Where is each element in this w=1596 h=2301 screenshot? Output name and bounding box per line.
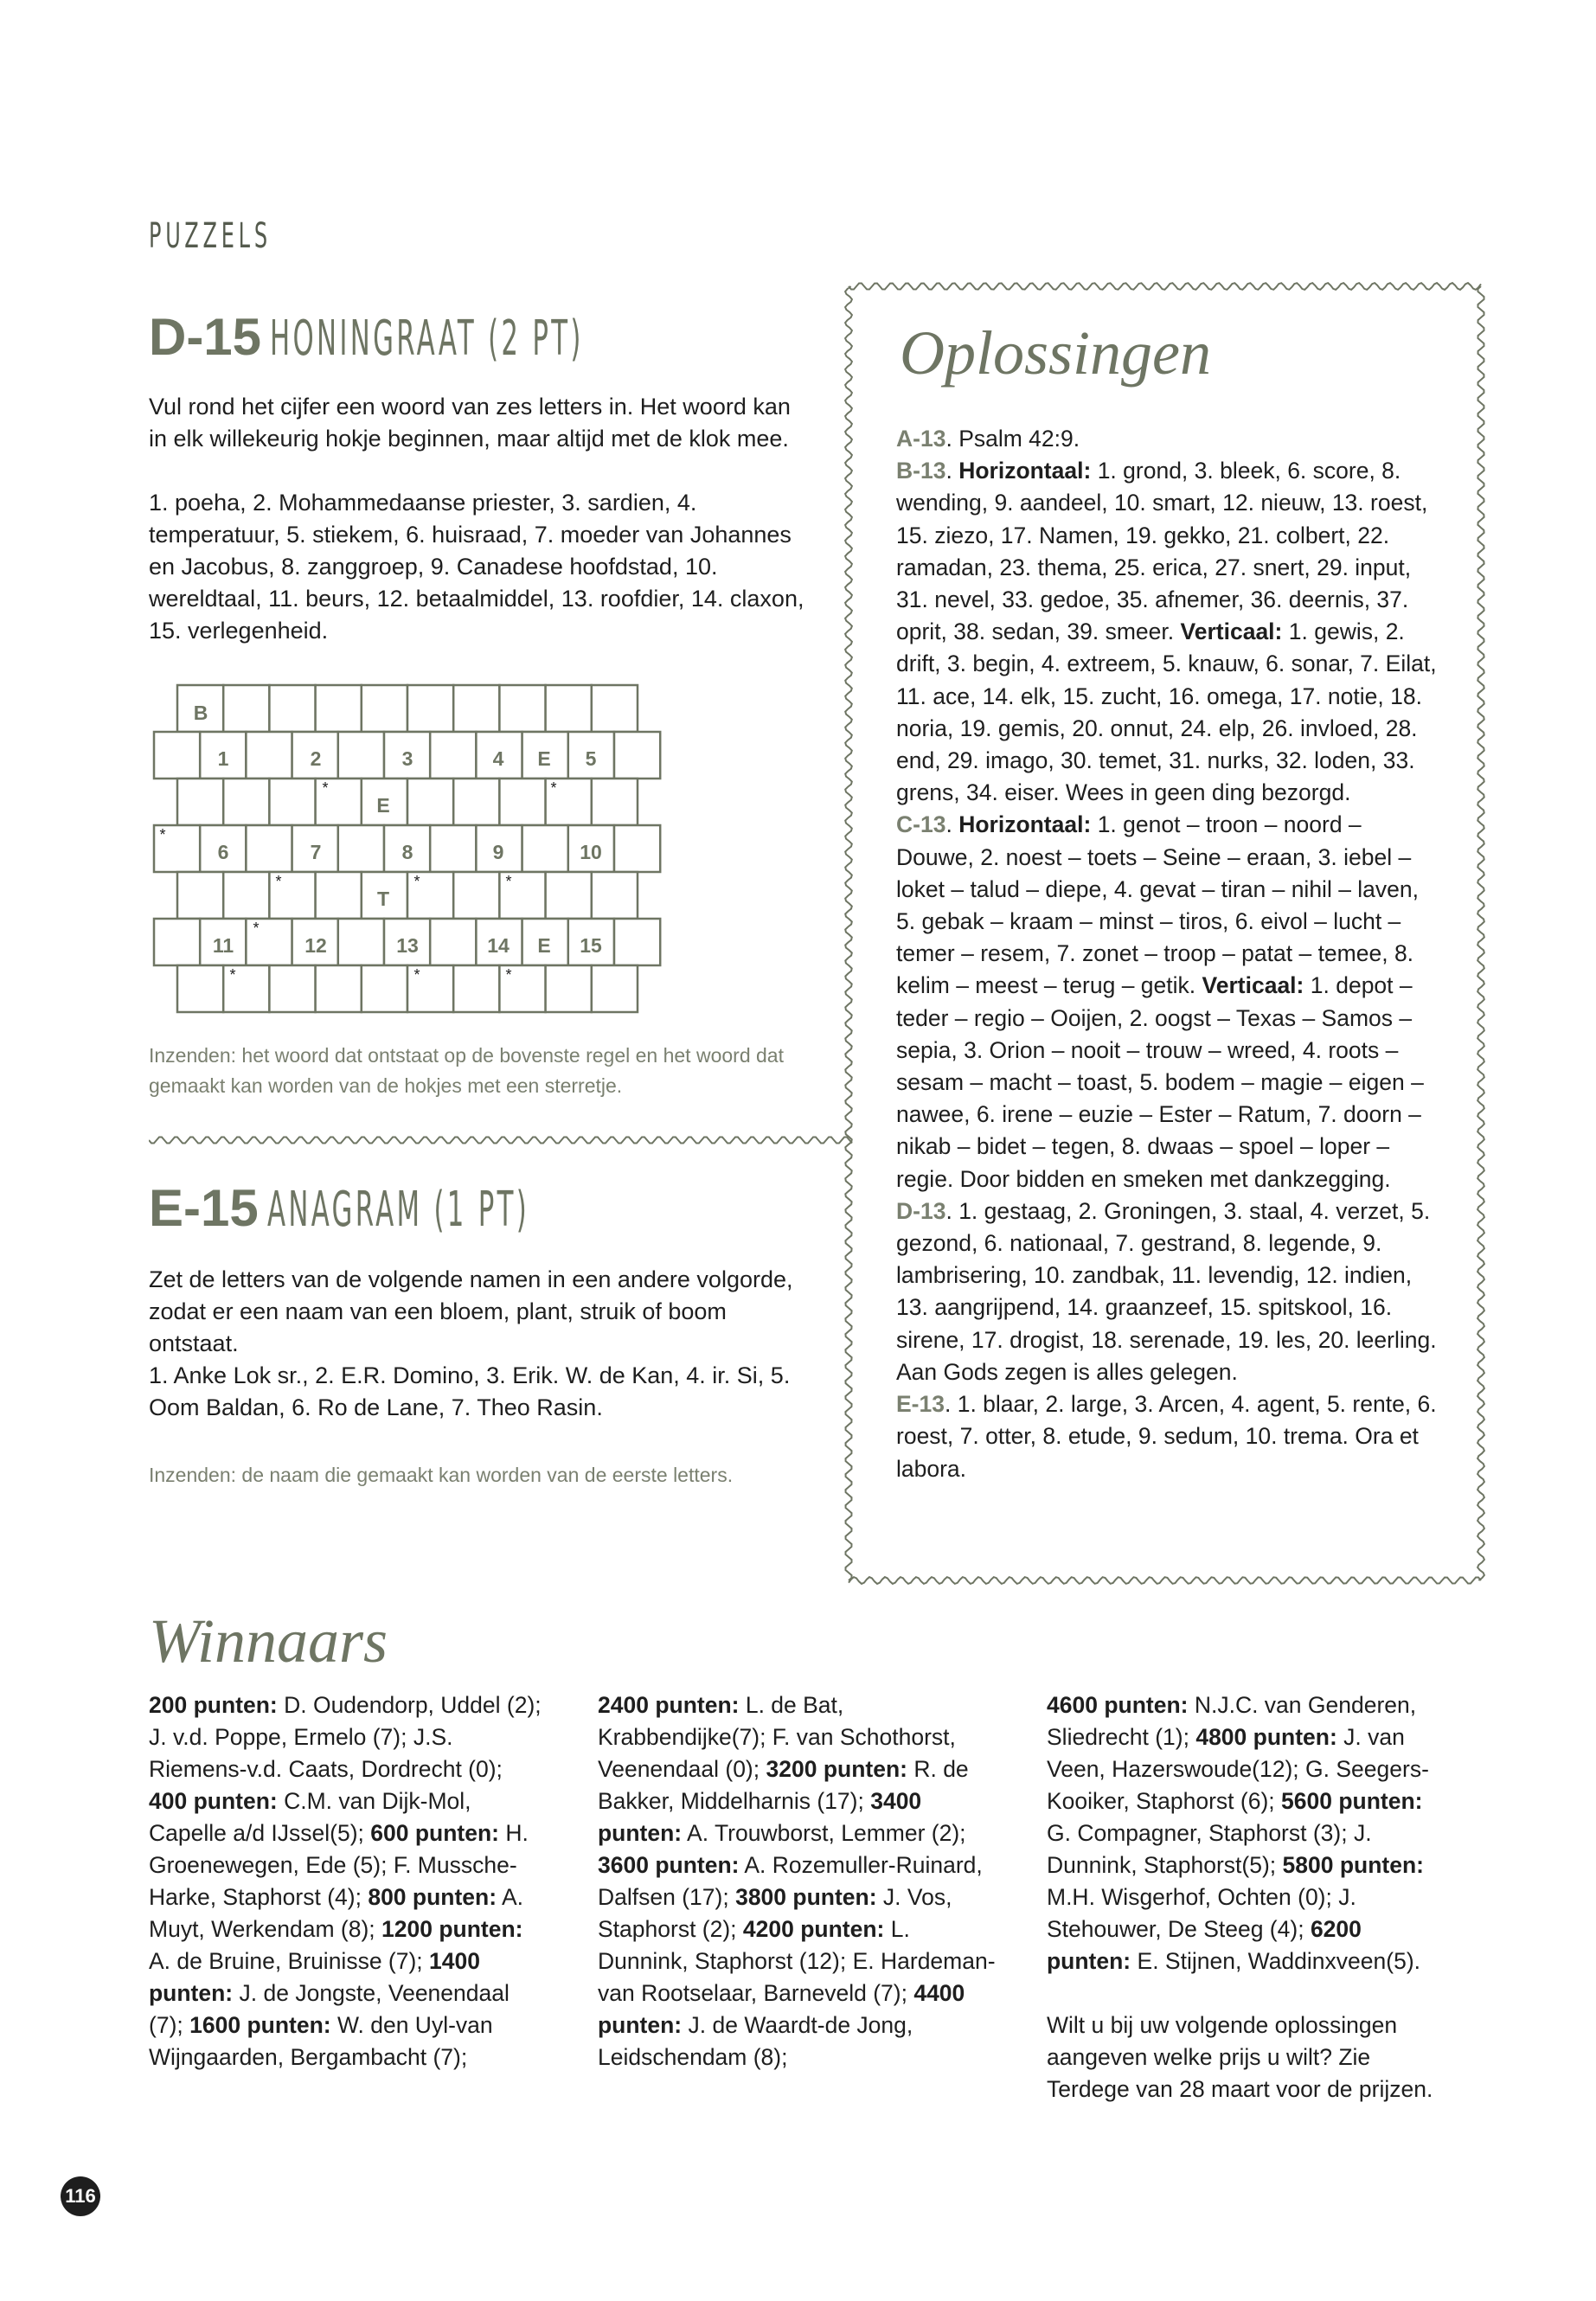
wavy-divider — [149, 1133, 854, 1147]
e15-code: E-15 — [149, 1179, 259, 1237]
solution-text: Psalm 42:9. — [958, 426, 1080, 452]
grid-cell — [453, 685, 499, 732]
winner-points-label: 400 punten: — [149, 1788, 278, 1814]
grid-cell — [522, 825, 568, 872]
grid-cell — [614, 732, 660, 779]
grid-cell — [316, 685, 362, 732]
winner-points-label: 1600 punten: — [189, 2012, 331, 2038]
grid-cell — [177, 965, 223, 1012]
grid-cell — [453, 779, 499, 825]
winners-column-3 — [1047, 1689, 1440, 2106]
grid-number: 2 — [310, 747, 322, 770]
grid-cell — [362, 965, 407, 1012]
grid-cell — [177, 872, 223, 919]
winner-names: N.J.C. van Genderen, Sliedrecht (1); — [1047, 1692, 1417, 1750]
winner-points-label: 4400 punten: — [598, 1980, 965, 2038]
grid-cell — [499, 685, 545, 732]
grid-number: 8 — [401, 841, 413, 863]
d15-title: HONINGRAAT (2 PT) — [270, 311, 584, 367]
grid-star: * — [505, 873, 512, 890]
solutions-list — [896, 423, 1437, 1485]
winner-names: A. Muyt, Werkendam (8); — [149, 1884, 523, 1942]
winner-names: A. Rozemuller-Ruinard, Dalfsen (17); — [598, 1852, 983, 1910]
grid-star: * — [159, 826, 166, 843]
grid-letter: E — [537, 934, 551, 957]
grid-cell — [546, 685, 592, 732]
winner-names: A. Trouwborst, Lemmer (2); — [687, 1820, 966, 1846]
winners-column-1 — [149, 1689, 547, 2073]
winner-points-label: 3800 punten: — [735, 1884, 877, 1910]
winner-points-label: 4200 punten: — [742, 1916, 885, 1942]
grid-number: 1 — [217, 747, 229, 770]
grid-cell — [430, 732, 476, 779]
winner-names: W. den Uyl-van Wijngaarden, Bergambacht (7); — [149, 2012, 493, 2070]
winners-heading: Winnaars — [149, 1606, 388, 1676]
grid-cell — [246, 732, 292, 779]
winner-names: J. de Jongste, Veenendaal (7); — [149, 1980, 510, 2038]
winner-points-label: 5600 punten: — [1281, 1788, 1423, 1814]
d15-body — [149, 391, 815, 647]
e15-header — [149, 1178, 744, 1238]
solution-label-vertical: Verticaal: — [1202, 972, 1304, 999]
winner-points-label: 1200 punten: — [381, 1916, 523, 1942]
grid-letter: T — [376, 888, 390, 910]
grid-cell — [269, 779, 315, 825]
grid-cell — [154, 732, 200, 779]
grid-cell — [269, 685, 315, 732]
grid-cell — [592, 965, 638, 1012]
d15-clues: 1. poeha, 2. Mohammedaanse priester, 3. sardien, 4. temperatuur, 5. stiekem, 6. huisraad, 7. moeder van Johannes en Jacobus, 8. zanggroep, 9. Canadese hoofdstad, 10. wereldtaal, 11. beurs, 12. betaalmiddel, 13. roofdier, 14. claxon, 15. verlegenheid. — [149, 490, 804, 644]
winner-names: J. de Waardt-de Jong, Leidschendam (8); — [598, 2012, 913, 2070]
solution-e13: E-13. 1. blaar, 2. large, 3. Arcen, 4. agent, 5. rente, 6. roest, 7. otter, 8. etude, 9. sedum, 10. trema. Ora et labora. — [896, 1391, 1437, 1482]
winner-points-label: 4800 punten: — [1195, 1724, 1337, 1750]
solution-d13: D-13. 1. gestaag, 2. Groningen, 3. staal, 4. verzet, 5. gezond, 6. nationaal, 7. gestrand, 8. legende, 9. lambrisering, 10. zandbak, 11. levendig, 12. indien, 13. aangrijpend, 14. graanzeef, 15. spitskool, 16. sirene, 17. drogist, 18. serenade, 19. les, 20. leerling. Aan Gods zegen is alles gelegen. — [896, 1197, 1437, 1385]
solution-text: 1. blaar, 2. large, 3. Arcen, 4. agent, 5. rente, 6. roest, 7. otter, 8. etude, 9. sedum, 10. trema. Ora et labora. — [896, 1391, 1437, 1482]
grid-star: * — [229, 966, 236, 984]
solutions-heading: Oplossingen — [900, 318, 1211, 388]
e15-submit: Inzenden: de naam die gemaakt kan worden van de eerste letters. — [149, 1464, 734, 1486]
grid-cell — [546, 965, 592, 1012]
grid-cell — [223, 779, 269, 825]
winner-points-label: 800 punten: — [368, 1884, 497, 1910]
solution-a13: A-13. Psalm 42:9. — [896, 426, 1080, 452]
grid-cell — [592, 685, 638, 732]
winner-names: G. Compagner, Staphorst (3); J. Dunnink, Staphorst(5); — [1047, 1820, 1372, 1878]
grid-cell — [453, 872, 499, 919]
grid-cell — [177, 779, 223, 825]
winner-names: H. Groenewegen, Ede (5); F. Mussche-Harke, Staphorst (4); — [149, 1820, 529, 1910]
solution-b13: B-13. Horizontaal: 1. grond, 3. bleek, 6. score, 8. wending, 9. aandeel, 10. smart, 12. nieuw, 13. roest, 15. ziezo, 17. Namen, 19. gekko, 21. colbert, 22. ramadan, 23. thema, 25. erica, 27. snert, 29. input, 31. nevel, 33. gedoe, 35. afnemer, 36. deernis, 37. oprit, 38. sedan, 39. smeer. Verticaal: 1. gewis, 2. drift, 3. begin, 4. extreem, 5. knauw, 6. sonar, 7. Eilat, 11. ace, 14. elk, 15. zucht, 16. omega, 17. notie, 18. noria, 19. gemis, 20. onnut, 24. elp, 26. invloed, 28. end, 29. imago, 30. temet, 31. nurks, 32. loden, 33. grens, 34. eiser. Wees in geen ding bezorgd. — [896, 458, 1437, 806]
solution-label-vertical: Verticaal: — [1180, 619, 1283, 645]
e15-intro: Zet de letters van de volgende namen in een andere volgorde, zodat er een naam van een bloem, plant, struik of boom ontstaat. — [149, 1266, 793, 1356]
winner-names: C.M. van Dijk-Mol, Capelle a/d IJssel(5); — [149, 1788, 471, 1846]
solution-code: D-13 — [896, 1197, 946, 1224]
winner-points-label: 6200 punten: — [1047, 1916, 1362, 1974]
grid-cell — [499, 779, 545, 825]
winner-points-label: 4600 punten: — [1047, 1692, 1189, 1718]
grid-cell — [592, 779, 638, 825]
grid-cell — [592, 872, 638, 919]
grid-star: * — [413, 966, 420, 984]
winners-column-text — [149, 1689, 547, 2073]
grid-star: * — [253, 920, 260, 937]
solution-code: E-13 — [896, 1391, 945, 1418]
grid-cell — [430, 919, 476, 965]
grid-cell — [269, 965, 315, 1012]
winner-points-label: 2400 punten: — [598, 1692, 740, 1718]
solution-c13: C-13. Horizontaal: 1. genot – troon – noord – Douwe, 2. noest – toets – Seine – eraan, 3. iebel – loket – talud – diepe, 4. gevat – tiran – nihil – laven, 5. gebak – kraam – minst – tiros, 6. eivol – lucht – temer – resem, 7. zonet – troop – patat – temee, 8. kelim – meest – terug – getik. Verticaal: 1. depot – teder – regio – Ooijen, 2. oogst – Texas – Samos – sepia, 3. Orion – nooit – trouw – wreed, 4. roots – sesam – macht – toast, 5. bodem – magie – eigen – nawee, 6. irene – euzie – Ester – Ratum, 7. doorn – nikab – bidet – tegen, 8. dwaas – spoel – loper – regie. Door bidden en smeken met dankzegging. — [896, 811, 1424, 1192]
solution-label-horizontal: Horizontaal: — [958, 458, 1092, 484]
winner-points-label: 3400 punten: — [598, 1788, 922, 1846]
grid-number: 13 — [396, 934, 419, 957]
section-label: PUZZELS — [149, 216, 272, 256]
solution-code: A-13 — [896, 426, 946, 452]
winner-names: E. Stijnen, Waddinxveen(5). — [1137, 1948, 1421, 1974]
grid-letter: B — [193, 702, 208, 724]
winner-points-label: 1400 punten: — [149, 1948, 480, 2006]
solution-code: C-13 — [896, 811, 946, 838]
grid-star: * — [550, 779, 557, 797]
solution-text: 1. gewis, 2. drift, 3. begin, 4. extreem, 5. knauw, 6. sonar, 7. Eilat, 11. ace, 14. elk, 15. zucht, 16. omega, 17. notie, 18. noria, 19. gemis, 20. onnut, 24. elp, 26. invloed, 28. end, 29. imago, 30. temet, 31. nurks, 32. loden, 33. grens, 34. eiser. Wees in geen ding bezorgd. — [896, 619, 1437, 806]
solution-code: B-13 — [896, 458, 946, 484]
winners-note: Wilt u bij uw volgende oplossingen aangeven welke prijs u wilt? Zie Terdege van 28 maart voor de prijzen. — [1047, 2012, 1433, 2102]
e15-clues: 1. Anke Lok sr., 2. E.R. Domino, 3. Erik. W. de Kan, 4. ir. Si, 5. Oom Baldan, 6. Ro de Lane, 7. Theo Rasin. — [149, 1362, 791, 1420]
grid-number: 7 — [310, 841, 322, 863]
winner-names: A. de Bruine, Bruinisse (7); — [149, 1948, 423, 1974]
grid-star: * — [322, 779, 329, 797]
grid-star: * — [275, 873, 282, 890]
winner-points-label: 200 punten: — [149, 1692, 278, 1718]
grid-cell — [407, 685, 453, 732]
d15-intro: Vul rond het cijfer een woord van zes letters in. Het woord kan in elk willekeurig hokje beginnen, maar altijd met de klok mee. — [149, 394, 791, 452]
page-number: 116 — [61, 2176, 100, 2216]
d15-submit: Inzenden: het woord dat ontstaat op de bovenste regel en het woord dat gemaakt kan worden van de hokjes met een sterretje. — [149, 1044, 784, 1097]
solution-text: 1. genot – troon – noord – Douwe, 2. noest – toets – Seine – eraan, 3. iebel – loket – talud – diepe, 4. gevat – tiran – nihil – laven, 5. gebak – kraam – minst – tiros, 6. eivol – lucht – temer – resem, 7. zonet – troop – patat – temee, 8. kelim – meest – terug – getik. — [896, 811, 1420, 999]
grid-star: * — [505, 966, 512, 984]
grid-cell — [453, 965, 499, 1012]
winners-column-text — [1047, 1689, 1440, 1977]
grid-number: 11 — [212, 934, 234, 957]
grid-cell — [407, 779, 453, 825]
winner-names: L. Dunnink, Staphorst (12); E. Hardeman-van Rootselaar, Barneveld (7); — [598, 1916, 996, 2006]
grid-number: 15 — [580, 934, 602, 957]
e15-body — [149, 1264, 806, 1424]
grid-cell — [223, 872, 269, 919]
d15-header — [149, 307, 841, 367]
grid-number: 14 — [487, 934, 510, 957]
grid-cell — [614, 919, 660, 965]
grid-cell — [338, 732, 384, 779]
grid-cell — [546, 872, 592, 919]
grid-cell — [338, 919, 384, 965]
grid-letter: E — [537, 747, 551, 770]
solution-text: 1. gestaag, 2. Groningen, 3. staal, 4. verzet, 5. gezond, 6. nationaal, 7. gestrand, 8. legende, 9. lambrisering, 10. zandbak, 11. levendig, 12. indien, 13. aangrijpend, 14. graanzeef, 15. spitskool, 16. sirene, 17. drogist, 18. serenade, 19. les, 20. leerling. Aan Gods zegen is alles gelegen. — [896, 1197, 1437, 1385]
grid-number: 3 — [401, 747, 413, 770]
grid-number: 4 — [492, 747, 504, 770]
winner-points-label: 3600 punten: — [598, 1852, 740, 1878]
d15-code: D-15 — [149, 308, 262, 366]
grid-cell — [614, 825, 660, 872]
winner-points-label: 600 punten: — [370, 1820, 500, 1846]
winner-points-label: 5800 punten: — [1282, 1852, 1424, 1878]
winner-names: J. van Veen, Hazerswoude(12); G. Seegers-Kooiker, Staphorst (6); — [1047, 1724, 1429, 1814]
grid-cell — [338, 825, 384, 872]
grid-cell — [223, 685, 269, 732]
grid-number: 10 — [580, 841, 602, 863]
winner-names: R. de Bakker, Middelharnis (17); — [598, 1756, 969, 1814]
grid-cell — [362, 685, 407, 732]
grid-cell — [154, 919, 200, 965]
honeycomb-grid — [147, 683, 666, 1021]
grid-cell — [316, 965, 362, 1012]
e15-title: ANAGRAM (1 PT) — [266, 1182, 529, 1238]
grid-cell — [430, 825, 476, 872]
winners-column-2 — [598, 1689, 996, 2073]
winner-names: D. Oudendorp, Uddel (2); J. v.d. Poppe, Ermelo (7); J.S. Riemens-v.d. Caats, Dordrecht (0); — [149, 1692, 542, 1782]
grid-number: 12 — [304, 934, 327, 957]
solution-label-horizontal: Horizontaal: — [958, 811, 1092, 838]
winner-names: M.H. Wisgerhof, Ochten (0); J. Stehouwer, De Steeg (4); — [1047, 1884, 1356, 1942]
grid-star: * — [413, 873, 420, 890]
grid-cell — [316, 872, 362, 919]
solution-text: 1. depot – teder – regio – Ooijen, 2. oogst – Texas – Samos – sepia, 3. Orion – nooit – trouw – wreed, 4. roots – sesam – macht – toast, 5. bodem – magie – eigen – nawee, 6. irene – euzie – Ester – Ratum, 7. doorn – nikab – bidet – tegen, 8. dwaas – spoel – loper – regie. Door bidden en smeken met dankzegging. — [896, 972, 1424, 1192]
grid-number: 5 — [585, 747, 597, 770]
grid-number: 6 — [217, 841, 229, 863]
grid-number: 9 — [492, 841, 504, 863]
solution-text: 1. grond, 3. bleek, 6. score, 8. wending, 9. aandeel, 10. smart, 12. nieuw, 13. roest, 15. ziezo, 17. Namen, 19. gekko, 21. colbert, 22. ramadan, 23. thema, 25. erica, 27. snert, 29. input, 31. nevel, 33. gedoe, 35. afnemer, 36. deernis, 37. oprit, 38. sedan, 39. smeer. — [896, 458, 1428, 645]
winner-names: L. de Bat, Krabbendijke(7); F. van Schothorst, Veenendaal (0); — [598, 1692, 956, 1782]
winner-points-label: 3200 punten: — [766, 1756, 907, 1782]
grid-cell — [246, 825, 292, 872]
winner-names: J. Vos, Staphorst (2); — [598, 1884, 952, 1942]
grid-letter: E — [376, 794, 390, 817]
winners-column-text — [598, 1689, 996, 2073]
